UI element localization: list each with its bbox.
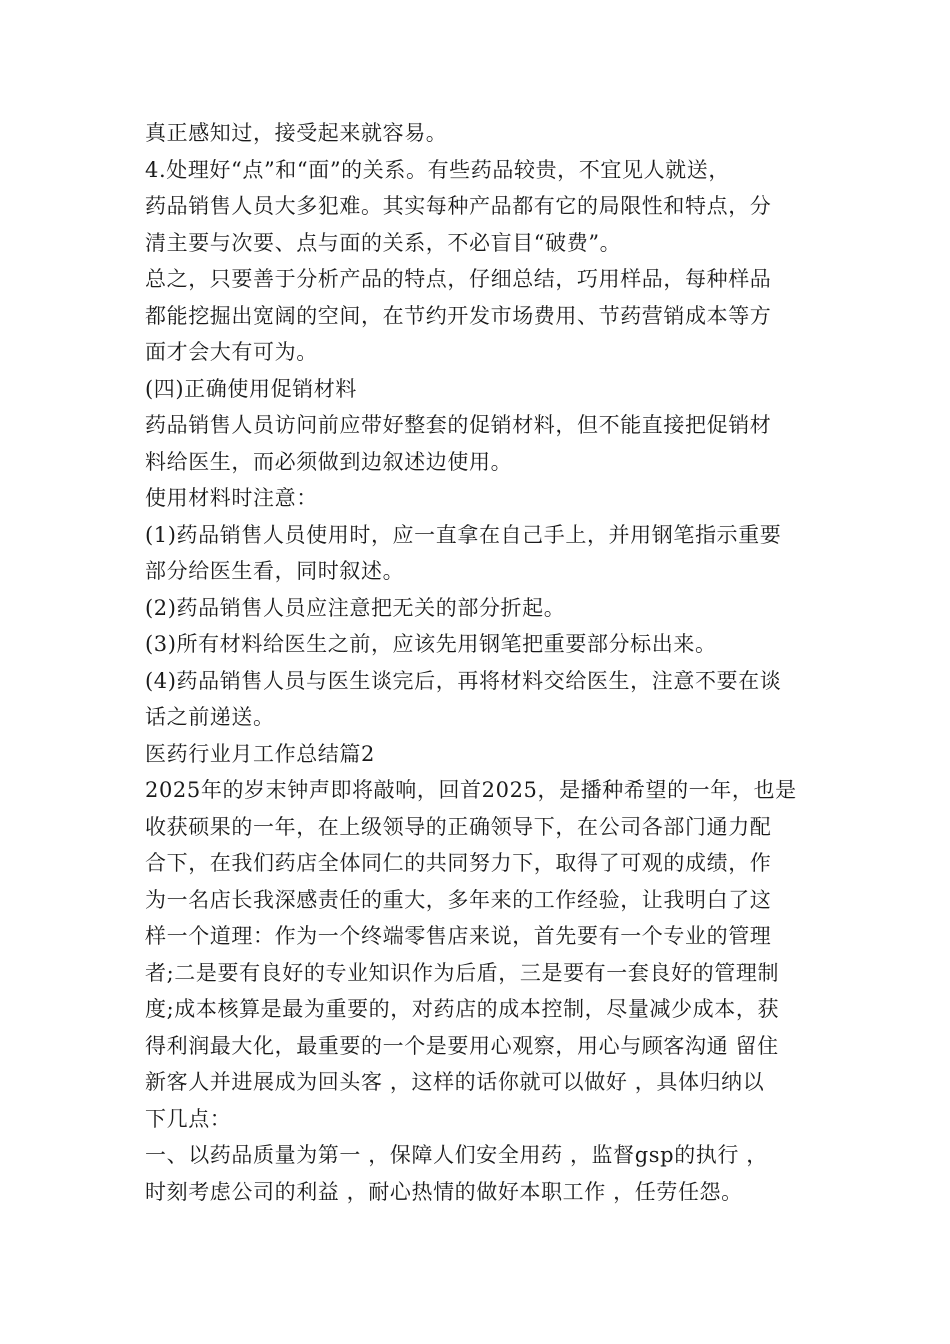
text-line: 药品销售人员访问前应带好整套的促销材料，但不能直接把促销材 xyxy=(145,413,772,437)
text-line: 药品销售人员大多犯难。其实每种产品都有它的局限性和特点，分 xyxy=(145,194,772,218)
text-line: 部分给医生看，同时叙述。 xyxy=(145,559,405,583)
text-line: 为一名店长我深感责任的重大，多年来的工作经验，让我明白了这 xyxy=(145,887,772,912)
text-line: 者;二是要有良好的专业知识作为后盾，三是要有一套良好的管理制 xyxy=(145,960,780,985)
text-line: 清主要与次要、点与面的关系，不必盲目“破费”。 xyxy=(145,230,622,255)
text-line: 时刻考虑公司的利益 ，耐心热情的做好本职工作 ，任劳任怨。 xyxy=(145,1179,743,1204)
list-item: (2)药品销售人员应注意把无关的部分折起。 xyxy=(145,595,566,620)
text-line: 真正感知过，接受起来就容易。 xyxy=(145,121,448,145)
text-line: 4.处理好“点”和“面”的关系。有些药品较贵，不宜见人就送， xyxy=(145,157,730,182)
list-item: (4)药品销售人员与医生谈完后，再将材料交给医生，注意不要在谈 xyxy=(145,668,782,693)
list-item: (1)药品销售人员使用时，应一直拿在自己手上，并用钢笔指示重要 xyxy=(145,522,782,547)
article-title: 医药行业月工作总结篇2 xyxy=(145,741,375,766)
text-line: 新客人并进展成为回头客 ，这样的话你就可以做好 ，具体归纳以 xyxy=(145,1070,765,1094)
text-line: 样一个道理：作为一个终端零售店来说，首先要有一个专业的管理 xyxy=(145,924,772,948)
text-line: 合下，在我们药店全体同仁的共同努力下，取得了可观的成绩，作 xyxy=(145,851,772,875)
list-item: 一、以药品质量为第一 ，保障人们安全用药 ，监督gsp的执行 ， xyxy=(145,1143,768,1167)
text-line: 料给医生，而必须做到边叙述边使用。 xyxy=(145,449,513,474)
text-line: 都能挖掘出宽阔的空间，在节约开发市场费用、节药营销成本等方 xyxy=(145,303,772,328)
text-line: 2025年的岁末钟声即将敲响，回首2025，是播种希望的一年，也是 xyxy=(145,778,797,802)
text-line: 收获硕果的一年，在上级领导的正确领导下，在公司各部门通力配 xyxy=(145,814,772,839)
text-line: 得利润最大化，最重要的一个是要用心观察，用心与顾客沟通 留住 xyxy=(145,1033,779,1058)
text-line: 话之前递送。 xyxy=(145,705,275,729)
text-line: 下几点： xyxy=(145,1106,232,1131)
text-line: 使用材料时注意： xyxy=(145,486,318,510)
list-item: (3)所有材料给医生之前，应该先用钢笔把重要部分标出来。 xyxy=(145,632,717,656)
text-line: 总之，只要善于分析产品的特点，仔细总结，巧用样品，每种样品 xyxy=(145,267,772,291)
document-body xyxy=(145,115,815,1210)
section-heading: (四)正确使用促销材料 xyxy=(145,376,357,401)
text-line: 面才会大有可为。 xyxy=(145,340,318,364)
text-line: 度;成本核算是最为重要的，对药店的成本控制，尽量减少成本，获 xyxy=(145,997,780,1021)
